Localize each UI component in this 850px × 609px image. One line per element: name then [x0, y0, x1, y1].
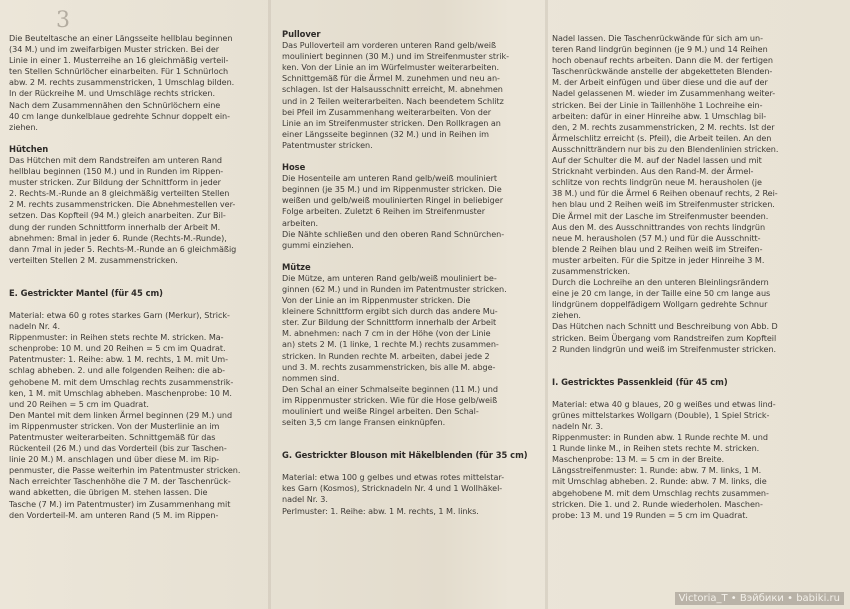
- text-line: 2. Rechts-M.-Runde an 8 gleichmäßig verteilten Stellen: [9, 188, 230, 199]
- text-line: abnehmen: 8mal in jeder 6. Runde (Rechts-M.-Runde),: [9, 232, 227, 243]
- text-line: lindgrünem doppelfädigem Wollgarn gedrehte Schnur: [552, 299, 768, 310]
- text-line: Patentmuster: 1. Reihe: abw. 1 M. rechts, 1 M. mit Um-: [9, 354, 228, 365]
- muetze-paragraph: [282, 273, 542, 428]
- text-line: Nadel lassen. Die Taschenrückwände für sich am un-: [552, 33, 763, 43]
- continued-paragraph: [552, 33, 814, 355]
- heading-blouson: G. Gestrickter Blouson mit Häkelblenden (für 35 cm): [282, 450, 528, 461]
- text-line: mouliniert und weiße Ringel arbeiten. Den Schal-: [282, 406, 479, 416]
- text-line: Stricknaht verbinden. Aus den Rand-M. der Ärmel-: [552, 166, 754, 177]
- text-line: nommen sind.: [282, 372, 340, 383]
- text-line: Schnittgemäß für die Ärmel M. zunehmen und neu an-: [282, 73, 500, 84]
- text-line: den, 2 M. rechts zusammenstricken, 2 M. rechts. Ist der: [552, 121, 775, 132]
- text-line: nadel Nr. 3.: [282, 494, 328, 505]
- text-line: Längsstreifenmuster: 1. Runde: abw. 7 M. links, 1 M.: [552, 465, 762, 476]
- text-line: schlag abheben. 2. und alle folgenden Reihen: die ab-: [9, 365, 226, 376]
- text-line: stricken. Bei der Linie in Taillenhöhe 1 Lochreihe ein-: [552, 99, 763, 110]
- text-line: Von der Linie an im Rippenmuster stricken. Die: [282, 295, 471, 306]
- text-line: Nach dem Zusammennähen den Schnürlöchern eine: [9, 99, 221, 110]
- text-line: ken, 1 M. mit Umschlag abheben. Maschenprobe: 10 M.: [9, 387, 232, 398]
- text-line: weißen und gelb/weiß moulinierten Ringel in beliebiger: [282, 195, 503, 206]
- text-line: neue M. herausholen (57 M.) und für die Ausschnitt-: [552, 232, 761, 243]
- text-line: Rippenmuster: in Runden abw. 1 Runde rechte M. und: [552, 432, 768, 443]
- text-line: Die Hosenteile am unteren Rand gelb/weiß mouliniert: [282, 173, 498, 184]
- text-line: seiten 3,5 cm lange Fransen einknüpfen.: [282, 417, 446, 428]
- beuteltasche-paragraph: [9, 33, 265, 133]
- text-line: Auf der Schulter die M. auf der Nadel lassen und mit: [552, 155, 762, 166]
- text-line: stricken. Beim Übergang vom Randstreifen zum Kopfteil: [552, 332, 777, 343]
- text-line: Das Hütchen nach Schnitt und Beschreibung von Abb. D: [552, 321, 778, 332]
- text-line: den Vorderteil-M. am unteren Rand (5 M. im Rippen-: [9, 509, 219, 520]
- page-fold: [545, 0, 548, 609]
- page-number: 3: [56, 8, 70, 33]
- text-line: und 20 Reihen = 5 cm im Quadrat.: [9, 398, 149, 409]
- text-line: Die Mütze, am unteren Rand gelb/weiß mouliniert be-: [282, 272, 497, 283]
- text-line: 1 Runde linke M., in Reihen stets rechte M. stricken.: [552, 443, 760, 454]
- text-line: probe: 13 M. und 19 Runden = 5 cm im Quadrat.: [552, 509, 748, 520]
- text-line: In der Rückreihe M. und Umschläge rechts stricken.: [9, 88, 215, 99]
- text-line: muster arbeiten. Für die Spitze in jeder Hinreihe 3 M.: [552, 254, 765, 265]
- text-line: penmuster, die Passe weiterhin im Patentmuster stricken.: [9, 465, 241, 476]
- text-line: schlitze von rechts lindgrün neue M. herausholen (je: [552, 177, 762, 188]
- text-line: einer Längsseite beginnen (32 M.) und in Reihen im: [282, 128, 489, 139]
- text-line: Die Beuteltasche an einer Längsseite hellblau beginnen: [9, 33, 233, 43]
- text-line: ken. Von der Linie an im Würfelmuster weiterarbeiten.: [282, 62, 500, 73]
- text-line: Linie an im Streifenmuster stricken. Den Rollkragen an: [282, 117, 501, 128]
- text-line: gummi einziehen.: [282, 239, 354, 250]
- text-line: Material: etwa 40 g blaues, 20 g weißes und etwas lind-: [552, 398, 776, 409]
- heading-huetchen: Hütchen: [9, 143, 49, 154]
- text-line: dung der runden Schnittform innerhalb der Arbeit M.: [9, 221, 221, 232]
- text-line: bei Pfeil im Zusammenhang weiterarbeiten. Von der: [282, 106, 492, 117]
- text-line: Material: etwa 60 g rotes starkes Garn (Merkur), Strick-: [9, 309, 230, 320]
- text-line: Taschenrückwände anstelle der abgeketteten Blenden-: [552, 66, 773, 77]
- text-line: Linie in einer 1. Musterreihe an 16 gleichmäßig verteil-: [9, 55, 229, 66]
- text-line: abw. 2 M. rechts zusammenstricken, 1 Umschlag bilden.: [9, 77, 235, 88]
- text-line: ten Stellen Schnürlöcher einarbeiten. Für 1 Schnürloch: [9, 66, 229, 77]
- text-line: an) stets 2 M. (1 linke, 1 rechte M.) rechts zusammen-: [282, 339, 499, 350]
- text-line: 38 M.) und für die Ärmel 6 Reihen obenauf rechts, 2 Rei-: [552, 188, 778, 199]
- text-line: ziehen.: [552, 310, 581, 321]
- text-line: linie 20 M.) M. anschlagen und über diese M. im Rip-: [9, 454, 220, 465]
- text-line: nadeln Nr. 4.: [9, 321, 61, 332]
- mantel-paragraph: [9, 332, 265, 521]
- text-line: nadeln Nr. 3.: [552, 421, 604, 431]
- text-line: Ärmelschlitz erreicht (s. Pfeil), die Arbeit teilen. An den: [552, 132, 772, 143]
- text-line: arbeiten.: [282, 217, 319, 228]
- text-line: 2 M. rechts zusammenstricken. Die Abnehmestellen ver-: [9, 199, 236, 210]
- text-line: abgehobene M. mit dem Umschlag rechts zusammen-: [552, 487, 769, 498]
- text-line: mouliniert beginnen (30 M.) und im Streifenmuster strik-: [282, 51, 510, 62]
- text-line: und in 2 Teilen weiterarbeiten. Nach beendetem Schlitz: [282, 95, 504, 106]
- text-line: setzen. Das Kopfteil (94 M.) gleich anarbeiten. Zur Bil-: [9, 210, 226, 221]
- text-line: Patentmuster weiterarbeiten. Schnittgemäß für das: [9, 432, 216, 442]
- text-line: Nadel gelassenen M. wieder im Zusammenhang weiter-: [552, 88, 776, 99]
- text-line: schenprobe: 10 M. und 20 Reihen = 5 cm im Quadrat.: [9, 343, 226, 354]
- heading-muetze: Mütze: [282, 261, 311, 272]
- text-line: wand abketten, die übrigen M. stehen lassen. Die: [9, 487, 208, 498]
- text-line: hen blau und 2 Reihen weiß im Streifenmuster stricken.: [552, 199, 775, 210]
- pullover-paragraph: [282, 40, 542, 151]
- text-line: Rückenteil (26 M.) und das Vorderteil (bis zur Taschen-: [9, 443, 227, 454]
- watermark-credit: Victoria_T • Вэйбики • babiki.ru: [675, 592, 844, 605]
- text-line: verteilten Stellen 2 M. zusammenstricken.: [9, 254, 178, 265]
- text-line: dann 7mal in jeder 5. Rechts-M.-Runde an 6 gleichmäßig: [9, 243, 237, 254]
- hose-paragraph: [282, 173, 542, 251]
- heading-passenkleid: I. Gestricktes Passenkleid (für 45 cm): [552, 376, 728, 387]
- text-line: Das Hütchen mit dem Randstreifen am unteren Rand: [9, 154, 222, 165]
- text-line: arbeiten: dafür in einer Hinreihe abw. 1 Umschlag bil-: [552, 110, 767, 121]
- text-line: Maschenprobe: 13 M. = 5 cm in der Breite.: [552, 454, 725, 465]
- text-line: kleinere Schnittform ergibt sich durch das andere Mu-: [282, 306, 498, 317]
- blouson-paragraph: [282, 472, 542, 516]
- column-middle: [282, 29, 542, 517]
- page-fold: [268, 0, 271, 609]
- text-line: Tasche (7 M.) im Patentmuster) im Zusammenhang mit: [9, 498, 231, 509]
- text-line: Die Nähte schließen und den oberen Rand Schnürchen-: [282, 228, 505, 239]
- column-right: [552, 33, 814, 521]
- huetchen-paragraph: [9, 155, 265, 266]
- text-line: ginnen (62 M.) und in Runden im Patentmuster stricken.: [282, 283, 507, 294]
- text-line: 2 Runden lindgrün und weiß im Streifenmuster stricken.: [552, 343, 777, 354]
- text-line: mit Umschlag abheben. 2. Runde: abw. 7 M. links, die: [552, 476, 767, 487]
- text-line: Nach erreichter Taschenhöhe die 7 M. der Taschenrück-: [9, 476, 231, 487]
- text-line: kes Garn (Kosmos), Stricknadeln Nr. 4 und 1 Wollhäkel-: [282, 483, 503, 494]
- text-line: Den Schal an einer Schmalseite beginnen (11 M.) und: [282, 383, 498, 394]
- text-line: Den Mantel mit dem linken Ärmel beginnen (29 M.) und: [9, 409, 233, 420]
- text-line: Patentmuster stricken.: [282, 139, 373, 150]
- heading-hose: Hose: [282, 162, 306, 173]
- text-line: stricken. Die 1. und 2. Runde wiederholen. Maschen-: [552, 498, 763, 509]
- text-line: muster stricken. Zur Bildung der Schnittform in jeder: [9, 177, 221, 188]
- text-line: Rippenmuster: in Reihen stets rechte M. stricken. Ma-: [9, 332, 224, 343]
- text-line: Die Ärmel mit der Lasche im Streifenmuster beenden.: [552, 210, 769, 221]
- text-line: zusammenstricken.: [552, 265, 631, 276]
- heading-mantel: E. Gestrickter Mantel (für 45 cm): [9, 287, 163, 298]
- text-line: teren Rand lindgrün beginnen (je 9 M.) und 14 Reihen: [552, 44, 768, 55]
- text-line: gehobene M. mit dem Umschlag rechts zusammenstrik-: [9, 376, 234, 387]
- material-paragraph: [9, 310, 265, 332]
- text-line: schlagen. Ist der Halsausschnitt erreicht, M. abnehmen: [282, 84, 503, 95]
- text-line: grünes mittelstarkes Wollgarn (Double), 1 Spiel Strick-: [552, 409, 770, 420]
- text-line: hoch obenauf rechts arbeiten. Dann die M. der fertigen: [552, 55, 773, 66]
- text-line: 40 cm lange dunkelblaue gedrehte Schnur doppelt ein-: [9, 110, 230, 121]
- text-line: M. der Arbeit einfügen und über diese und die auf der: [552, 77, 768, 88]
- text-line: ziehen.: [9, 121, 38, 132]
- passenkleid-paragraph: [552, 399, 814, 521]
- text-line: Ausschnitträndern nur bis zu den Blendenlinien stricken.: [552, 143, 779, 154]
- text-line: beginnen (je 35 M.) und im Rippenmuster stricken. Die: [282, 184, 502, 195]
- text-line: blende 2 Reihen blau und 2 Reihen weiß im Streifen-: [552, 243, 763, 254]
- text-line: (34 M.) und im zweifarbigen Muster stricken. Bei der: [9, 44, 220, 55]
- heading-pullover: Pullover: [282, 29, 321, 39]
- text-line: Material: etwa 100 g gelbes und etwas rotes mittelstar-: [282, 472, 505, 483]
- text-line: Folge arbeiten. Zuletzt 6 Reihen im Streifenmuster: [282, 206, 485, 217]
- text-line: Aus den M. des Ausschnittrandes von rechts lindgrün: [552, 221, 766, 232]
- text-line: Das Pulloverteil am vorderen unteren Rand gelb/weiß: [282, 40, 497, 51]
- text-line: eine je 20 cm lange, in der Taille eine 50 cm lange aus: [552, 288, 771, 299]
- column-left: [9, 33, 265, 521]
- text-line: Perlmuster: 1. Reihe: abw. 1 M. rechts, 1 M. links.: [282, 505, 479, 516]
- text-line: M. abnehmen: nach 7 cm in der Höhe (von der Linie: [282, 328, 491, 339]
- text-line: im Rippenmuster stricken. Wie für die Hose gelb/weiß: [282, 394, 498, 405]
- text-line: Durch die Lochreihe an den unteren Bleinlingsrändern: [552, 277, 769, 288]
- text-line: hellblau beginnen (150 M.) und in Runden im Rippen-: [9, 166, 224, 177]
- text-line: im Rippenmuster stricken. Von der Musterlinie an im: [9, 420, 220, 431]
- text-line: und 3. M. rechts zusammenstricken, bis alle M. abge-: [282, 361, 496, 372]
- text-line: ster. Zur Bildung der Schnittform innerhalb der Arbeit: [282, 317, 497, 328]
- text-line: stricken. In Runden rechte M. arbeiten, dabei jede 2: [282, 350, 490, 361]
